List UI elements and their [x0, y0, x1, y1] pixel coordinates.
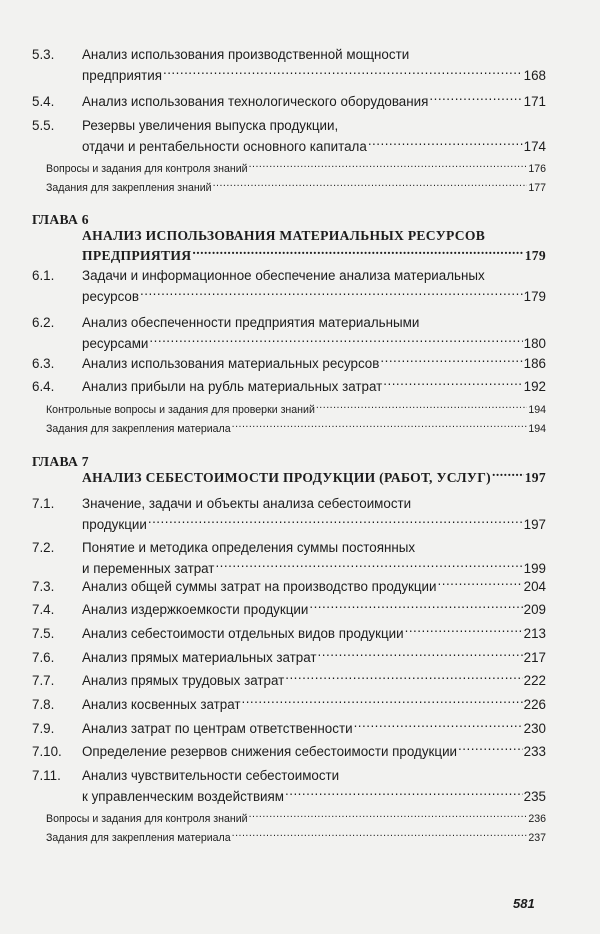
toc-entry-5-4[interactable]	[32, 91, 546, 112]
dot-leader	[429, 92, 522, 106]
dot-leader	[318, 648, 523, 662]
entry-title-line: отдачи и рентабельности основного капитала	[82, 139, 367, 154]
dot-leader	[249, 160, 528, 172]
page-ref: 235	[523, 789, 546, 804]
toc-entry-7-11[interactable]	[32, 765, 546, 807]
dot-leader	[232, 829, 528, 841]
chapter-7-title[interactable]	[82, 468, 546, 488]
toc-entry-6-4[interactable]	[32, 376, 546, 397]
toc-subentry-control-questions[interactable]	[46, 401, 546, 418]
toc-entry-7-5[interactable]	[32, 623, 546, 644]
dot-leader	[232, 420, 528, 432]
toc-entry-6-3[interactable]	[32, 353, 546, 374]
chapter-title-line: АНАЛИЗ ИСПОЛЬЗОВАНИЯ МАТЕРИАЛЬНЫХ РЕСУРСОВ	[82, 228, 486, 243]
dot-leader	[316, 401, 527, 413]
dot-leader	[309, 600, 522, 614]
page-ref: 226	[523, 697, 546, 712]
dot-leader	[148, 515, 523, 529]
toc-entry-7-2[interactable]	[32, 537, 546, 579]
section-number: 5.4.	[32, 94, 55, 109]
page-ref: 192	[523, 379, 546, 394]
subentry-title: Задания для закрепления знаний	[46, 182, 212, 194]
page-ref: 204	[523, 579, 546, 594]
entry-title-line: к управленческим воздействиям	[82, 789, 284, 804]
entry-title-line: Анализ издержкоемкости продукции	[82, 602, 309, 617]
section-number: 7.10.	[32, 744, 62, 759]
toc-entry-7-9[interactable]	[32, 718, 546, 739]
page-ref: 194	[528, 423, 546, 435]
entry-title-line: Анализ использования материальных ресурсов	[82, 356, 380, 371]
chapter-6-label: ГЛАВА 6	[32, 212, 89, 227]
dot-leader	[368, 137, 523, 151]
toc-entry-7-1[interactable]	[32, 493, 546, 535]
entry-title-line: Анализ прямых материальных затрат	[82, 650, 317, 665]
subentry-title: Задания для закрепления материала	[46, 832, 231, 844]
section-number: 7.9.	[32, 721, 55, 736]
page-ref: 179	[523, 289, 546, 304]
subentry-title: Контрольные вопросы и задания для проверки знаний	[46, 404, 315, 416]
entry-title-line: Резервы увеличения выпуска продукции,	[82, 118, 339, 133]
entry-title-line: продукции	[82, 517, 147, 532]
section-number: 7.5.	[32, 626, 55, 641]
entry-title-line: Значение, задачи и объекты анализа себестоимости	[82, 496, 412, 511]
subentry-title: Задания для закрепления материала	[46, 423, 231, 435]
page-ref: 197	[523, 517, 546, 532]
page-ref: 197	[524, 470, 546, 485]
section-number: 7.11.	[32, 768, 61, 783]
page-ref: 237	[528, 832, 546, 844]
subentry-title: Вопросы и задания для контроля знаний	[46, 813, 248, 825]
entry-title-line: ресурсов	[82, 289, 139, 304]
entry-title-line: Анализ себестоимости отдельных видов продукции	[82, 626, 404, 641]
entry-title-line: Анализ чувствительности себестоимости	[82, 768, 340, 783]
section-number: 5.3.	[32, 47, 55, 62]
chapter-7-label: ГЛАВА 7	[32, 454, 89, 469]
dot-leader	[215, 559, 522, 573]
dot-leader	[285, 671, 522, 685]
section-number: 7.7.	[32, 673, 55, 688]
section-number: 7.1.	[32, 496, 55, 511]
page-ref: 194	[528, 404, 546, 416]
dot-leader	[354, 719, 523, 733]
chapter-title-line: ПРЕДПРИЯТИЯ	[82, 248, 192, 263]
entry-title-line: Понятие и методика определения суммы постоянных	[82, 540, 416, 555]
toc-entry-7-4[interactable]	[32, 599, 546, 620]
entry-title-line: и переменных затрат	[82, 561, 215, 576]
dot-leader	[438, 577, 523, 591]
page-number: 581	[513, 896, 535, 911]
toc-subentry-exercises[interactable]	[46, 420, 546, 437]
page-ref: 179	[524, 248, 546, 263]
entry-title-line: Определение резервов снижения себестоимости продукции	[82, 744, 458, 759]
entry-title-line: Анализ использования технологического оборудования	[82, 94, 429, 109]
dot-leader	[140, 287, 523, 301]
page-ref: 209	[523, 602, 546, 617]
dot-leader	[405, 624, 523, 638]
section-number: 7.6.	[32, 650, 55, 665]
toc-subentry-exercises[interactable]	[46, 829, 546, 846]
entry-title-line: Задачи и информационное обеспечение анализа материальных	[82, 268, 485, 283]
page-ref: 222	[523, 673, 546, 688]
page-ref: 186	[523, 356, 546, 371]
toc-entry-5-5[interactable]	[32, 115, 546, 157]
toc-entry-7-10[interactable]	[32, 741, 546, 762]
dot-leader	[383, 377, 522, 391]
dot-leader	[241, 695, 522, 709]
page-ref: 174	[523, 139, 546, 154]
toc-subentry-exercises[interactable]	[46, 179, 546, 196]
section-number: 7.4.	[32, 602, 55, 617]
section-number: 6.1.	[32, 268, 55, 283]
dot-leader	[380, 354, 522, 368]
section-number: 6.2.	[32, 315, 55, 330]
toc-entry-7-8[interactable]	[32, 694, 546, 715]
entry-title-line: Анализ использования производственной мощности	[82, 47, 410, 62]
entry-title-line: Анализ косвенных затрат	[82, 697, 241, 712]
section-number: 5.5.	[32, 118, 55, 133]
entry-title-line: предприятия	[82, 68, 162, 83]
section-number: 7.3.	[32, 579, 55, 594]
page-ref: 180	[523, 336, 546, 351]
entry-title-line: Анализ обеспеченности предприятия материальными	[82, 315, 420, 330]
subentry-title: Вопросы и задания для контроля знаний	[46, 163, 248, 175]
dot-leader	[192, 246, 523, 260]
toc-entry-5-3[interactable]	[32, 44, 546, 86]
toc-entry-7-7[interactable]	[32, 670, 546, 691]
entry-title-line: ресурсами	[82, 336, 149, 351]
page-ref: 230	[523, 721, 546, 736]
dot-leader	[249, 810, 528, 822]
dot-leader	[285, 787, 523, 801]
page-ref: 236	[528, 813, 546, 825]
toc-subentry-review-questions[interactable]	[46, 810, 546, 827]
toc-entry-7-3[interactable]	[32, 576, 546, 597]
entry-title-line: Анализ прямых трудовых затрат	[82, 673, 285, 688]
section-number: 6.4.	[32, 379, 55, 394]
section-number: 6.3.	[32, 356, 55, 371]
dot-leader	[458, 742, 523, 756]
dot-leader	[149, 334, 522, 348]
toc-entry-6-2[interactable]	[32, 312, 546, 354]
chapter-6-title[interactable]	[82, 226, 546, 266]
entry-title-line: Анализ общей суммы затрат на производство продукции	[82, 579, 437, 594]
page-ref: 233	[523, 744, 546, 759]
toc-entry-7-6[interactable]	[32, 647, 546, 668]
toc-subentry-review-questions[interactable]	[46, 160, 546, 177]
page-ref: 213	[523, 626, 546, 641]
page-ref: 199	[523, 561, 546, 576]
toc-entry-6-1[interactable]	[32, 265, 546, 307]
page-ref: 176	[528, 163, 546, 175]
page-ref: 177	[528, 182, 546, 194]
page-ref: 168	[523, 68, 546, 83]
section-number: 7.8.	[32, 697, 55, 712]
dot-leader	[492, 468, 524, 482]
section-number: 7.2.	[32, 540, 55, 555]
dot-leader	[163, 66, 523, 80]
page-ref: 171	[523, 94, 546, 109]
entry-title-line: Анализ затрат по центрам ответственности	[82, 721, 353, 736]
page-ref: 217	[523, 650, 546, 665]
chapter-title-line: АНАЛИЗ СЕБЕСТОИМОСТИ ПРОДУКЦИИ (РАБОТ, УСЛУГ)	[82, 470, 491, 485]
dot-leader	[213, 179, 528, 191]
entry-title-line: Анализ прибыли на рубль материальных затрат	[82, 379, 383, 394]
